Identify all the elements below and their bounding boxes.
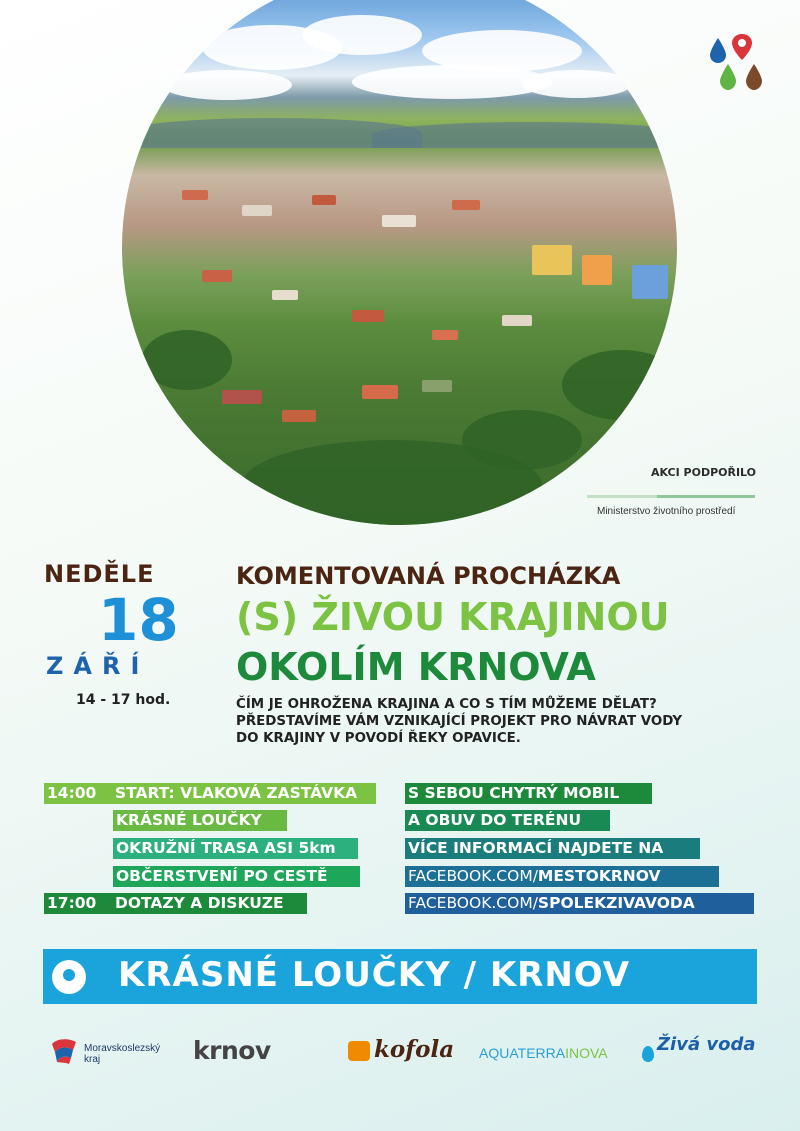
water-drops-logo-icon xyxy=(708,30,768,98)
info-row xyxy=(405,810,610,831)
facebook-link-mestokrnov[interactable] xyxy=(405,866,719,887)
schedule-text: OBČERSTVENÍ PO CESTĚ xyxy=(116,867,328,885)
info-text: VÍCE INFORMACÍ NAJDETE NA xyxy=(408,839,664,857)
aqua-part-b: INOVA xyxy=(565,1045,608,1061)
schedule-text: DOTAZY A DISKUZE xyxy=(115,894,284,912)
event-title-line1: KOMENTOVANÁ PROCHÁZKA xyxy=(236,562,621,590)
event-title-line2: (S) ŽIVOU KRAJINOU xyxy=(236,595,670,639)
schedule-row xyxy=(113,810,287,831)
sponsor-label: AKCI PODPOŘILO xyxy=(651,466,757,479)
schedule-text: OKRUŽNÍ TRASA ASI 5km xyxy=(116,839,336,857)
info-row xyxy=(405,838,700,859)
kofola-logo: kofola xyxy=(374,1036,455,1063)
event-hours: 14 - 17 hod. xyxy=(76,692,171,708)
schedule-row xyxy=(44,893,307,914)
facebook-handle: SPOLEKZIVAVODA xyxy=(537,894,695,912)
krnov-logo: krnov xyxy=(193,1036,271,1065)
facebook-handle: MESTOKRNOV xyxy=(537,867,661,885)
sponsor-divider-accent xyxy=(587,495,657,498)
event-day: NEDĚLE xyxy=(44,560,155,588)
aquaterrainova-logo xyxy=(479,1045,608,1061)
description-line: DO KRAJINY V POVODÍ ŘEKY OPAVICE. xyxy=(236,731,521,746)
moravskoslezsky-kraj-logo-icon xyxy=(49,1036,81,1066)
event-description xyxy=(236,696,736,747)
location-text: KRÁSNÉ LOUČKY / KRNOV xyxy=(118,955,631,995)
water-drop-icon xyxy=(642,1046,654,1062)
schedule-text: KRÁSNÉ LOUČKY xyxy=(116,811,262,829)
ziva-part-b: voda xyxy=(700,1034,756,1055)
aqua-part-a: AQUATERRA xyxy=(479,1045,566,1061)
event-month: ZÁŘÍ xyxy=(46,652,150,680)
sponsor-name: Ministerstvo životního prostředí xyxy=(597,506,736,517)
kofola-heart-icon xyxy=(348,1041,370,1061)
facebook-link-spolekzivavoda[interactable] xyxy=(405,893,754,914)
map-pin-icon xyxy=(52,960,86,994)
moravskoslezsky-kraj-logo-text xyxy=(84,1043,160,1065)
schedule-time: 14:00 xyxy=(47,784,97,802)
ziva-part-a: Živá xyxy=(657,1034,701,1055)
msk-line2: kraj xyxy=(84,1054,101,1065)
schedule-row xyxy=(113,838,358,859)
ziva-voda-logo xyxy=(657,1034,756,1055)
info-text: S SEBOU CHYTRÝ MOBIL xyxy=(408,784,620,802)
facebook-prefix: FACEBOOK.COM/ xyxy=(408,894,538,912)
schedule-text: START: VLAKOVÁ ZASTÁVKA xyxy=(115,784,358,802)
info-text: A OBUV DO TERÉNU xyxy=(408,811,582,829)
schedule-row xyxy=(44,783,376,804)
facebook-prefix: FACEBOOK.COM/ xyxy=(408,867,538,885)
event-title-line3: OKOLÍM KRNOVA xyxy=(236,645,596,689)
schedule-row xyxy=(113,866,360,887)
description-line: ČÍM JE OHROŽENA KRAJINA A CO S TÍM MŮŽEME DĚLAT? xyxy=(236,697,657,712)
description-line: PŘEDSTAVÍME VÁM VZNIKAJÍCÍ PROJEKT PRO NÁVRAT VODY xyxy=(236,714,683,729)
info-row xyxy=(405,783,652,804)
landscape-photo xyxy=(122,0,677,525)
msk-line1: Moravskoslezský xyxy=(84,1043,161,1054)
schedule-time: 17:00 xyxy=(47,894,97,912)
event-date-number: 18 xyxy=(98,586,179,654)
